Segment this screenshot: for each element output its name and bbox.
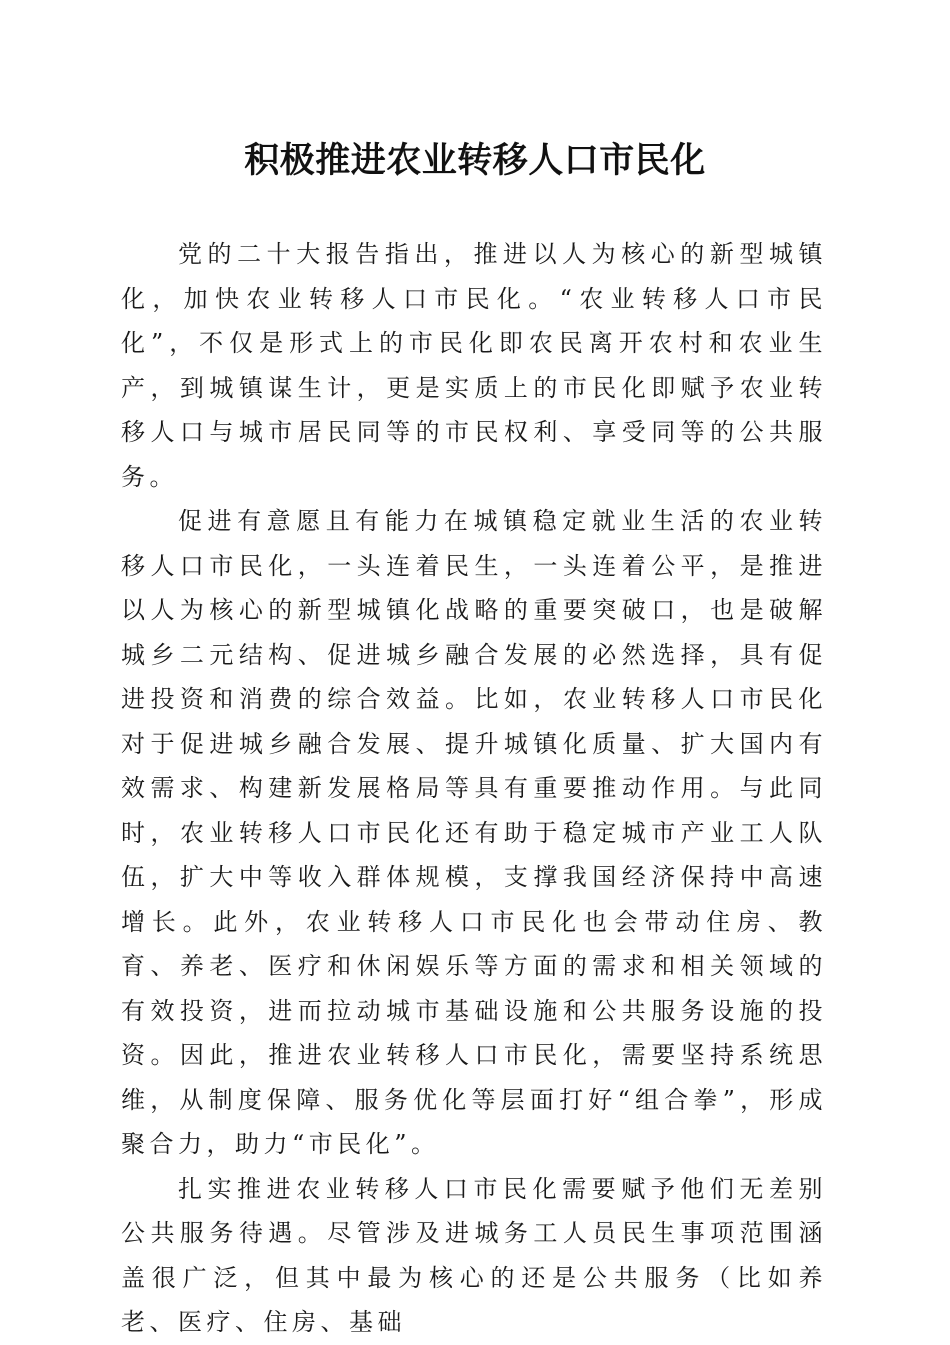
paragraph-1: 党的二十大报告指出，推进以人为核心的新型城镇化，加快农业转移人口市民化。“农业转移人口市民化”，不仅是形式上的市民化即农民离开农村和农业生产，到城镇谋生计，更是实质上的市民化即赋予农业转移人口与城市居民同等的市民权利、享受同等的公共服务。: [121, 240, 827, 491]
paragraph-3: 扎实推进农业转移人口市民化需要赋予他们无差别公共服务待遇。尽管涉及进城务工人员民生事项范围涵盖很广泛，但其中最为核心的还是公共服务（比如养老、医疗、住房、基础: [121, 1174, 827, 1336]
article-title: 积极推进农业转移人口市民化: [244, 140, 706, 181]
paragraph-2: 促进有意愿且有能力在城镇稳定就业生活的农业转移人口市民化，一头连着民生，一头连着公平，是推进以人为核心的新型城镇化战略的重要突破口，也是破解城乡二元结构、促进城乡融合发展的必然选择，具有促进投资和消费的综合效益。比如，农业转移人口市民化对于促进城乡融合发展、提升城镇化质量、扩大国内有效需求、构建新发展格局等具有重要推动作用。与此同时，农业转移人口市民化还有助于稳定城市产业工人队伍，扩大中等收入群体规模，支撑我国经济保持中高速增长。此外，农业转移人口市民化也会带动住房、教育、养老、医疗和休闲娱乐等方面的需求和相关领域的有效投资，进而拉动城市基础设施和公共服务设施的投资。因此，推进农业转移人口市民化，需要坚持系统思维，从制度保障、服务优化等层面打好“组合拳”，形成聚合力，助力“市民化”。: [121, 507, 827, 1158]
article-body: [121, 232, 827, 1345]
